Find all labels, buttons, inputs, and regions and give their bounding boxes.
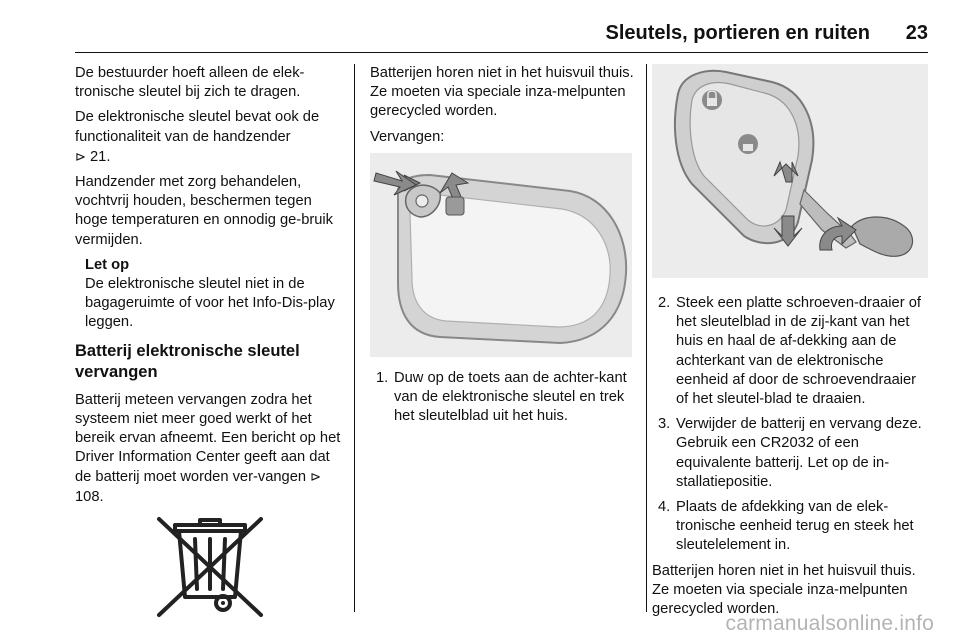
column-divider-2 xyxy=(646,64,647,612)
note-text: De elektronische sleutel niet in de bagageruimte of voor het Info-Dis-play leggen. xyxy=(85,276,335,331)
steps-list xyxy=(370,369,638,427)
page-reference: 108. xyxy=(75,488,104,505)
column-1 xyxy=(75,64,343,621)
paragraph xyxy=(75,108,343,167)
list-item xyxy=(652,294,928,409)
note-label: Let op xyxy=(85,256,130,273)
paragraph: Batterijen horen niet in het huisvuil thuis. Ze moeten via speciale inza-melpunten gerecycled worden. xyxy=(652,562,916,618)
step-text: Plaats de afdekking van de elek-tronische eenheid terug en steek het sleutelelement in. xyxy=(676,499,914,554)
column-divider-1 xyxy=(354,64,355,612)
step-number: 2. xyxy=(658,295,671,311)
key-fob-release-illustration xyxy=(370,153,632,357)
step-number: 4. xyxy=(658,499,671,516)
column-2 xyxy=(370,64,638,432)
page-number: 23 xyxy=(905,22,928,44)
header-rule xyxy=(75,52,928,53)
paragraph: Handzender met zorg behandelen, vochtvrij houden, beschermen tegen hoge temperaturen en onnodig ge-bruik vermijden. xyxy=(75,174,334,248)
key-fob-cover-removal-illustration xyxy=(652,64,928,278)
arrow-reference-icon: ⊳ xyxy=(310,469,322,485)
list-item xyxy=(370,369,638,427)
paragraph xyxy=(75,391,343,507)
paragraph-text: Batterij meteen vervangen zodra het systeem niet meer goed werkt of het bereik ervan afneemt. Een bericht op het Driver Information Center geeft aan dat de batterij moet worden ver-vangen xyxy=(75,391,341,486)
header-title: Sleutels, portieren en ruiten xyxy=(605,22,870,44)
note-box xyxy=(85,256,343,333)
list-item xyxy=(652,498,928,556)
step-number: 3. xyxy=(658,416,671,433)
step-text: Steek een platte schroeven-draaier of het sleutelblad in de zij-kant van het huis en haal de af-dekking aan de achterkant van de elektronische eenheid af door de schroevendraaier of het sleutel-blad te draaien. xyxy=(676,295,921,408)
step-text: Duw op de toets aan de achter-kant van de elektronische sleutel en trek het sleutelblad uit het huis. xyxy=(394,369,627,425)
column-3 xyxy=(652,64,928,625)
arrow-reference-icon: ⊳ xyxy=(75,148,86,164)
paragraph: De bestuurder hoeft alleen de elek-tronische sleutel bij zich te dragen. xyxy=(75,65,305,101)
page-reference: 21. xyxy=(90,148,111,165)
paragraph-text: De elektronische sleutel bevat ook de functionaliteit van de handzender xyxy=(75,109,320,145)
list-item xyxy=(652,415,928,492)
paragraph: Batterijen horen niet in het huisvuil thuis. Ze moeten via speciale inza-melpunten gerecycled worden. xyxy=(370,65,634,120)
crossed-bin-icon xyxy=(155,515,265,621)
steps-list xyxy=(652,294,928,556)
watermark-text: carmanualsonline.info xyxy=(725,612,934,635)
step-text: Verwijder de batterij en vervang deze. Gebruik een CR2032 of een equivalente batterij. Let op de in-stallatiepositie. xyxy=(676,416,922,490)
step-number: 1. xyxy=(376,369,389,386)
paragraph: Vervangen: xyxy=(370,128,445,145)
section-heading: Batterij elektronische sleutel vervangen xyxy=(75,341,300,381)
